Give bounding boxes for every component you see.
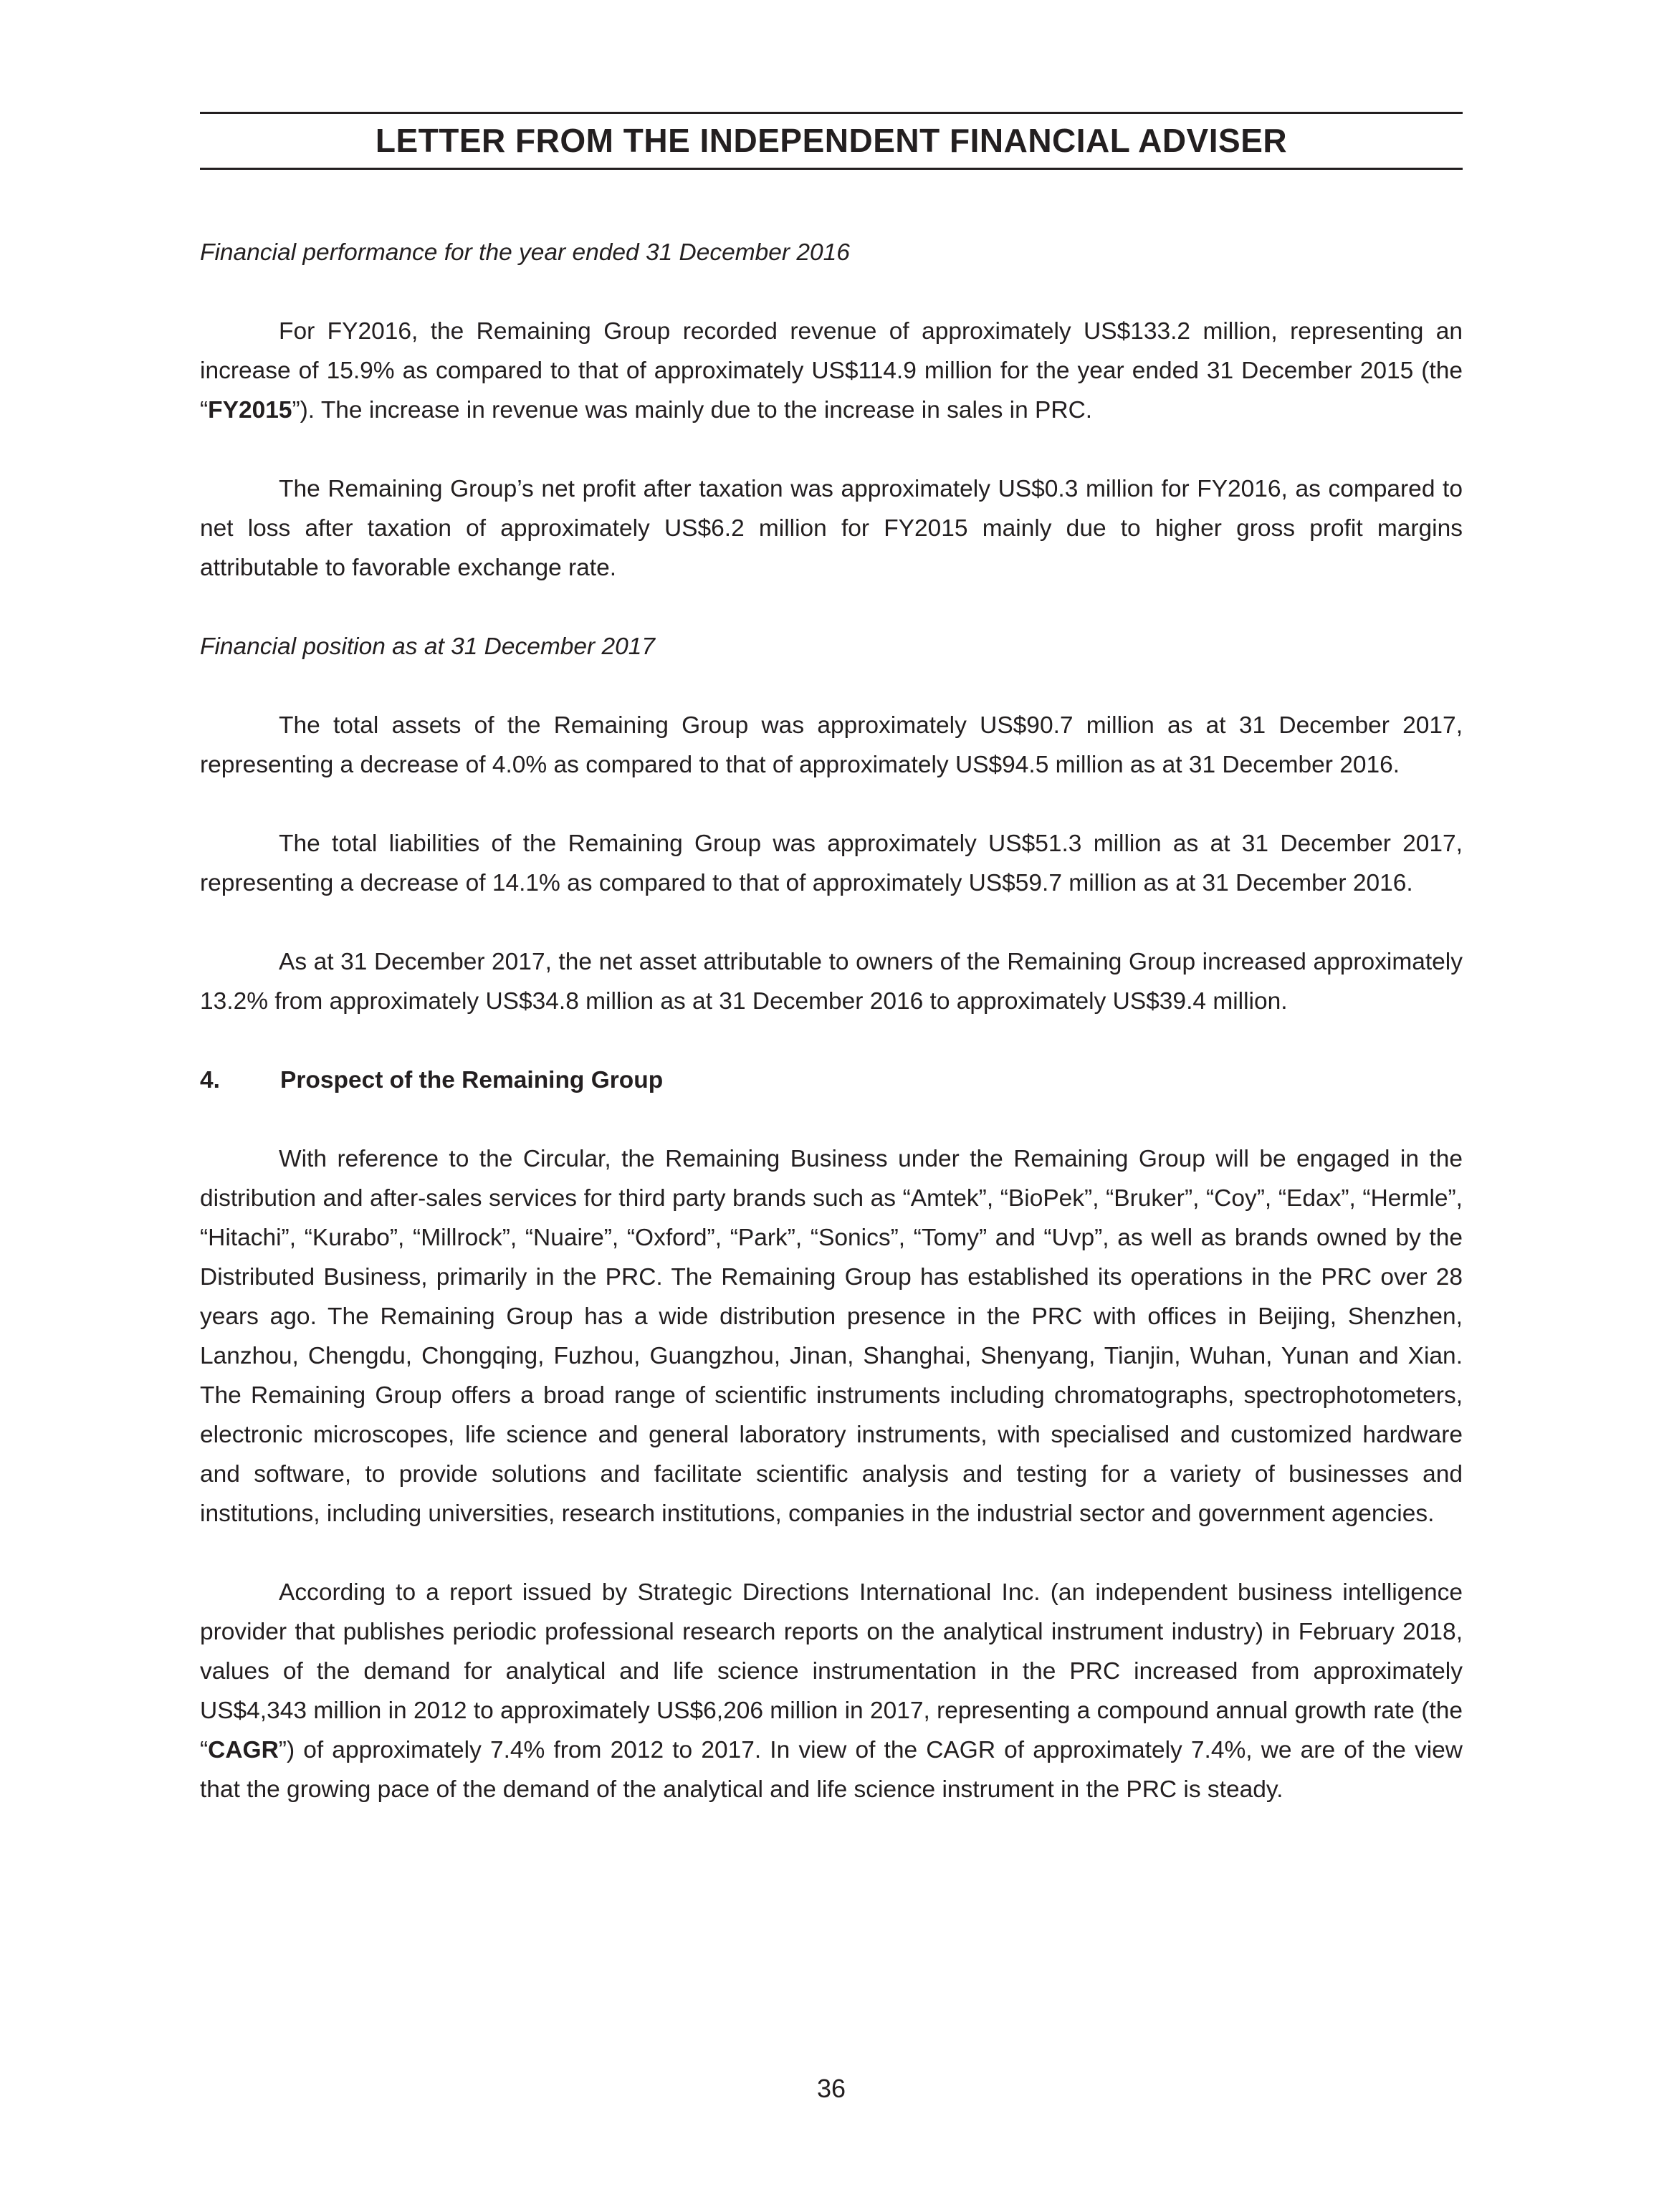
market-report-paragraph (200, 1573, 1463, 1809)
market-report-text-end: ”) of approximately 7.4% from 2012 to 2017. In view of the CAGR of approximately 7.4%, we are of the view that the growing pace of the demand of the analytical and life science instrument in the PRC is steady. (200, 1737, 1463, 1803)
financial-performance-heading: Financial performance for the year ended 31 December 2016 (200, 239, 850, 266)
revenue-text-end: ”). The increase in revenue was mainly due to the increase in sales in PRC. (292, 397, 1093, 423)
remaining-business-paragraph: With reference to the Circular, the Remaining Business under the Remaining Group will be engaged in the distribution and after-sales services for third party brands such as “Amtek”, “BioPek”, “Bruker”, “Coy”, “Edax”, “Hermle”, “Hitachi”, “Kurabo”, “Millrock”, “Nuaire”, “Oxford”, “Park”, “Sonics”, “Tomy” and “Uvp”, as well as brands owned by the Distributed Business, primarily in the PRC. The Remaining Group has established its operations in the PRC over 28 years ago. The Remaining Group has a wide distribution presence in the PRC with offices in Beijing, Shenzhen, Lanzhou, Chengdu, Chongqing, Fuzhou, Guangzhou, Jinan, Shanghai, Shenyang, Tianjin, Wuhan, Yunan and Xian. The Remaining Group offers a broad range of scientific instruments including chromatographs, spectrophotometers, electronic microscopes, life science and general laboratory instruments, with specialised and customized hardware and software, to provide solutions and facilitate scientific analysis and testing for a variety of businesses and institutions, including universities, research institutions, companies in the industrial sector and government agencies. (200, 1146, 1463, 1527)
revenue-paragraph (200, 312, 1463, 430)
market-report-text: According to a report issued by Strategic Directions International Inc. (an independent business intelligence provider that publishes periodic professional research reports on the analytical instrument industry) in February 2018, values of the demand for analytical and life science instrumentation in the PRC increased from approximately US$4,343 million in 2012 to approximately US$6,206 million in 2017, representing a compound annual growth rate (the “ (200, 1579, 1463, 1763)
financial-position-heading: Financial position as at 31 December 2017 (200, 633, 656, 660)
header-bottom-rule (200, 168, 1463, 170)
net-profit-paragraph: The Remaining Group’s net profit after taxation was approximately US$0.3 million for FY2016, as compared to net loss after taxation of approximately US$6.2 million for FY2015 mainly due to higher gross profit margins attributable to favorable exchange rate. (200, 476, 1463, 581)
header-top-rule (200, 112, 1463, 114)
page-number: 36 (816, 2074, 846, 2103)
page-header-title: LETTER FROM THE INDEPENDENT FINANCIAL ADVISER (375, 122, 1288, 159)
prospect-section-heading (200, 1060, 1463, 1100)
section-number: 4. (200, 1067, 220, 1093)
section-title: Prospect of the Remaining Group (280, 1067, 664, 1093)
fy2015-term: FY2015 (208, 397, 292, 423)
document-body (200, 233, 1463, 1809)
cagr-term: CAGR (208, 1737, 279, 1763)
net-asset-paragraph: As at 31 December 2017, the net asset attributable to owners of the Remaining Group increased approximately 13.2% from approximately US$34.8 million as at 31 December 2016 to approximately US$39.4 million. (200, 949, 1463, 1015)
total-assets-paragraph: The total assets of the Remaining Group was approximately US$90.7 million as at 31 December 2017, representing a decrease of 4.0% as compared to that of approximately US$94.5 million as at 31 December 2016. (200, 712, 1463, 778)
revenue-text: For FY2016, the Remaining Group recorded revenue of approximately US$133.2 million, representing an increase of 15.9% as compared to that of approximately US$114.9 million for the year ended 31 December 2015 (the “ (200, 318, 1463, 423)
total-liabilities-paragraph: The total liabilities of the Remaining Group was approximately US$51.3 million as at 31 December 2017, representing a decrease of 14.1% as compared to that of approximately US$59.7 million as at 31 December 2016. (200, 830, 1463, 896)
